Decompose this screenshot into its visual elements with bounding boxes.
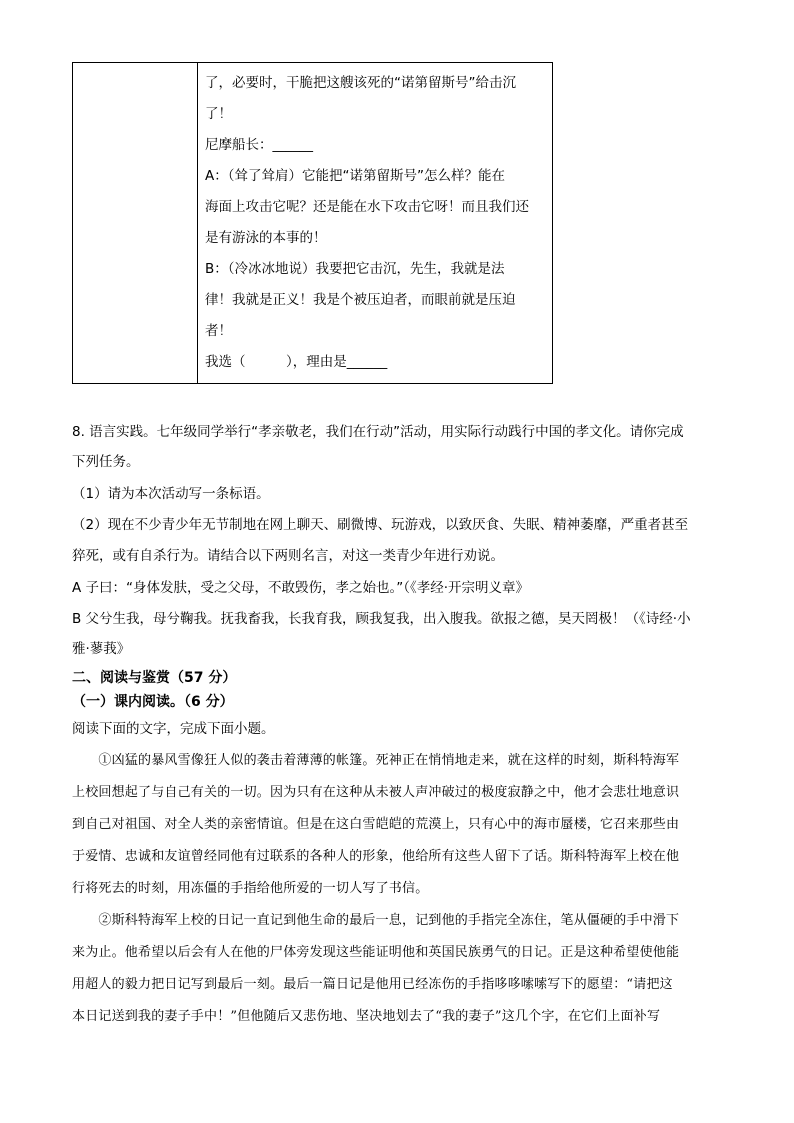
quote-b-line-2: 雅·蓼莪》 — [72, 641, 131, 657]
quote-b-line-1: B 父兮生我，母兮鞠我。抚我畜我，长我育我，顾我复我，出入腹我。欲报之德，昊天罔极！（《诗经·小 — [72, 611, 691, 627]
sub-question-1: （1）请为本次活动写一条标语。 — [72, 486, 270, 502]
passage-line: 于爱情、忠诚和友谊曾经同他有过联系的各种人的形象，他给所有这些人留下了话。斯科特海军上校在他 — [72, 849, 680, 864]
table-line: 海面上攻击它呢？还是能在水下攻击它呀！而且我们还 — [205, 199, 529, 215]
passage-line: ①凶猛的暴风雪像狂人似的袭击着薄薄的帐篷。死神正在悄悄地走来，就在这样的时刻，斯科特海军 — [72, 753, 680, 768]
table-line: B：（冷冰冰地说）我要把它击沉，先生，我就是法 — [205, 261, 505, 277]
table-line: 律！我就是正义！我是个被压迫者，而眼前就是压迫 — [205, 292, 516, 308]
table-line: 我选（ ），理由是______ — [205, 354, 388, 370]
sub-question-2-line-2: 猝死，或有自杀行为。请结合以下两则名言，对这一类青少年进行劝说。 — [72, 548, 504, 564]
reading-instruction: 阅读下面的文字，完成下面小题。 — [72, 721, 275, 737]
part-title: （一）课内阅读。（6 分） — [72, 694, 234, 710]
passage-line: 用超人的毅力把日记写到最后一刻。最后一篇日记是他用已经冻伤的手指哆哆嗦嗦写下的愿望：“请把这 — [72, 977, 673, 992]
table-line: 是有游泳的本事的！ — [205, 230, 327, 246]
table-line: 了，必要时，干脆把这艘该死的“诺第留斯号”给击沉 — [205, 75, 516, 91]
passage-line: ②斯科特海军上校的日记一直记到他生命的最后一息，记到他的手指完全冻住，笔从僵硬的手中滑下 — [72, 913, 680, 928]
question-8-line-2: 下列任务。 — [72, 454, 140, 470]
table-column-divider — [197, 63, 198, 383]
question-8-line-1: 8. 语言实践。七年级同学举行“孝亲敬老，我们在行动”活动，用实际行动践行中国的孝文化。请你完成 — [72, 424, 684, 440]
dialogue-table — [72, 62, 553, 384]
passage-line: 行将死去的时刻，用冻僵的手指给他所爱的一切人写了书信。 — [72, 881, 429, 896]
table-content-cell — [205, 68, 548, 378]
passage-line: 本日记送到我的妻子手中！”但他随后又悲伤地、坚决地划去了“我的妻子”这几个字，在它们上面补写 — [72, 1009, 661, 1024]
passage-line: 到自己对祖国、对全人类的亲密情谊。但是在这白雪皑皑的荒漠上，只有心中的海市蜃楼，它召来那些由 — [72, 817, 680, 832]
table-line: 尼摩船长：______ — [205, 137, 313, 153]
sub-question-2-line-1: （2）现在不少青少年无节制地在网上聊天、刷微博、玩游戏，以致厌食、失眠、精神萎靡，严重者甚至 — [72, 517, 689, 533]
table-line: 者！ — [205, 323, 232, 339]
quote-a: A 子曰：“身体发肤，受之父母，不敢毁伤，孝之始也。”（《孝经·开宗明义章》 — [72, 580, 530, 596]
section-title: 二、阅读与鉴赏（57 分） — [72, 670, 237, 686]
table-line: A：（耸了耸肩）它能把“诺第留斯号”怎么样？能在 — [205, 168, 505, 184]
table-line: 了！ — [205, 106, 232, 122]
passage-line: 来为止。他希望以后会有人在他的尸体旁发现这些能证明他和英国民族勇气的日记。正是这种希望使他能 — [72, 945, 680, 960]
passage-line: 上校回想起了与自己有关的一切。因为只有在这种从未被人声冲破过的极度寂静之中，他才会悲壮地意识 — [72, 785, 680, 800]
